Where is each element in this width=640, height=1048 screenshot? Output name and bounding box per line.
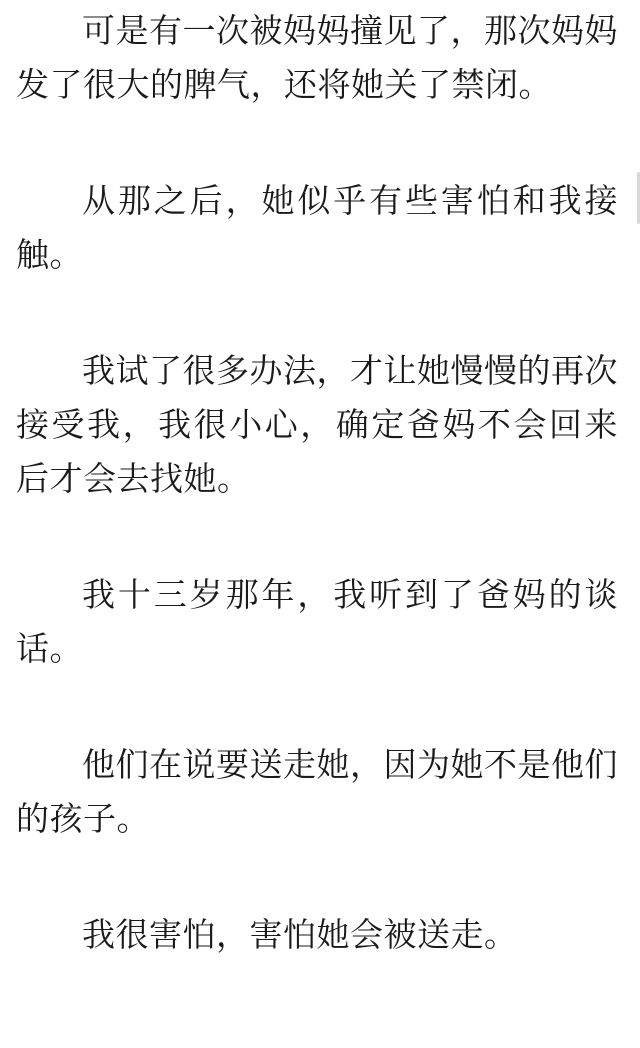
paragraph: 我很害怕，害怕她会被送走。 <box>82 916 518 953</box>
paragraph: 我试了很多办法，才让她慢慢的再次接受我，我很小心，确定爸妈不会回来后才会去找她。 <box>16 352 618 497</box>
paragraph: 从那之后，她似乎有些害怕和我接触。 <box>16 182 618 273</box>
paragraph: 可是有一次被妈妈撞见了，那次妈妈发了很大的脾气，还将她关了禁闭。 <box>16 12 618 103</box>
paragraph: 我十三岁那年，我听到了爸妈的谈话。 <box>16 576 618 667</box>
article-body <box>16 0 618 962</box>
paragraph: 他们在说要送走她，因为她不是他们的孩子。 <box>16 746 618 837</box>
